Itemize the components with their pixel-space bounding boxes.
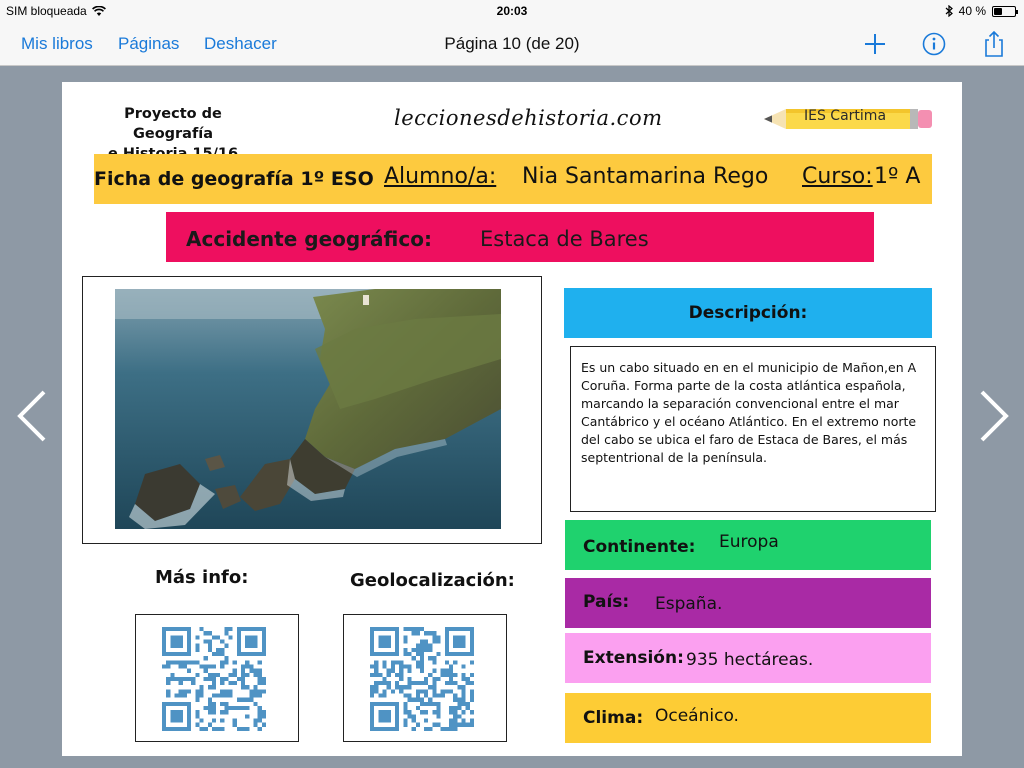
more-info-label: Más info: <box>155 567 249 588</box>
description-header: Descripción: <box>564 288 932 338</box>
continent-value: Europa <box>719 532 779 552</box>
extension-value: 935 hectáreas. <box>686 650 814 670</box>
landform-value: Estaca de Bares <box>480 227 649 251</box>
student-label: Alumno/a: <box>384 164 497 189</box>
course-value: 1º A <box>874 164 921 189</box>
my-books-button[interactable]: Mis libros <box>21 34 93 53</box>
previous-page-arrow-icon[interactable] <box>12 388 52 444</box>
share-icon[interactable] <box>980 30 1008 58</box>
extension-bar <box>565 633 931 683</box>
plus-icon[interactable] <box>861 30 889 58</box>
battery-fill <box>994 8 1002 15</box>
ficha-title: Ficha de geografía 1º ESO <box>94 168 374 190</box>
site-name: leccionesdehistoria.com <box>394 106 663 130</box>
undo-button[interactable]: Deshacer <box>204 34 277 53</box>
continent-bar <box>565 520 931 570</box>
project-title-line1: Proyecto de Geografía <box>124 106 222 142</box>
coastline-photo <box>115 289 501 529</box>
status-time: 20:03 <box>496 4 528 18</box>
page-title: Página 10 (de 20) <box>444 34 580 53</box>
extension-label: Extensión: <box>583 648 684 668</box>
book-page <box>62 82 962 756</box>
geolocation-qr-code-icon[interactable] <box>370 627 474 731</box>
battery-percent: 40 % <box>958 4 986 18</box>
info-icon[interactable] <box>920 30 948 58</box>
nav-bar <box>0 24 1024 66</box>
more-info-qr-code-icon[interactable] <box>162 627 266 731</box>
climate-bar <box>565 693 931 743</box>
climate-label: Clima: <box>583 708 644 728</box>
course-label: Curso: <box>802 164 873 189</box>
battery-icon <box>992 6 1016 17</box>
carrier-label: SIM bloqueada <box>6 4 87 18</box>
bluetooth-icon <box>945 5 953 17</box>
school-pencil-badge <box>764 106 934 132</box>
more-info-qr-frame[interactable] <box>135 614 299 742</box>
description-text: Es un cabo situado en en el municipio de Mañon,en A Coruña. Forma parte de la costa atlántica española, marcando la separación convencional entre el mar Cantábrico y el océano Atlántico. En el extremo norte del cabo se ubica el faro de Estaca de Bares, el más septentrional de la península. <box>570 346 936 512</box>
next-page-arrow-icon[interactable] <box>974 388 1014 444</box>
pages-button[interactable]: Páginas <box>118 34 180 53</box>
status-right <box>945 4 1016 18</box>
landform-label: Accidente geográfico: <box>186 227 432 251</box>
ficha-bar <box>94 154 932 204</box>
photo-frame <box>82 276 542 544</box>
continent-label: Continente: <box>583 537 696 557</box>
country-label: País: <box>583 592 630 612</box>
geolocation-qr-frame[interactable] <box>343 614 507 742</box>
country-bar <box>565 578 931 628</box>
landform-bar <box>166 212 874 262</box>
country-value: España. <box>655 594 723 614</box>
school-name: IES Cartima <box>804 108 887 124</box>
geolocation-label: Geolocalización: <box>350 570 515 591</box>
student-name: Nia Santamarina Rego <box>522 164 769 189</box>
climate-value: Oceánico. <box>655 706 739 726</box>
status-bar <box>0 0 1024 24</box>
